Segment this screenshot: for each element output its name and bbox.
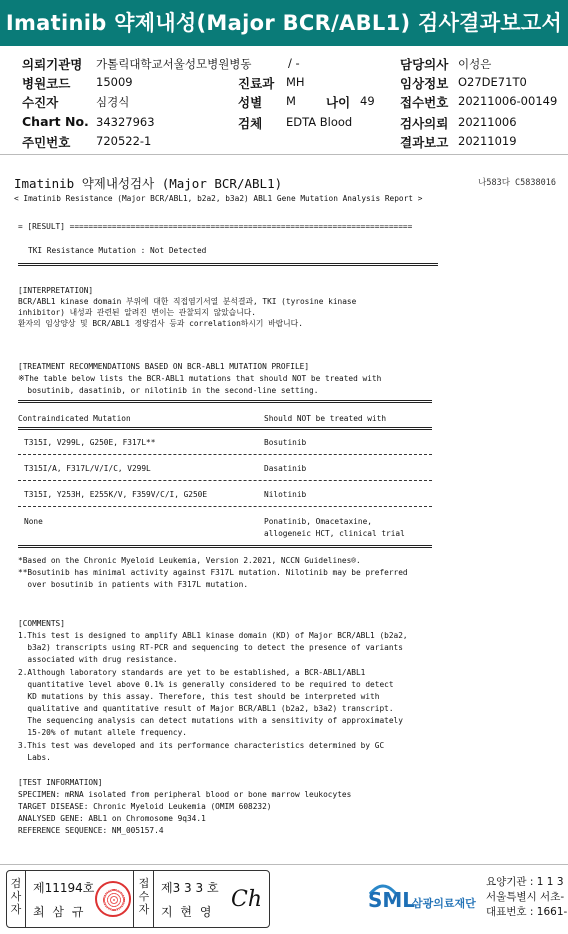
comment-line: qualitative and quantitative result of Major BCR/ABL1 (b2a2, b3a2) transcript. [18,704,394,713]
divider [25,871,26,927]
foundation-name: 삼광의료재단 [412,897,476,910]
signature-box [6,870,270,928]
address-line: 대표번호 : 1661- [486,906,568,918]
header-key: 수진자 [22,95,59,110]
comment-line: Labs. [18,753,51,762]
report-body [14,160,562,860]
table-header-mutation: Contraindicated Mutation [18,414,131,423]
divider [18,454,432,455]
comment-line: KD mutations by this assay. Therefore, this test should be interpreted with [18,692,380,701]
test-info-line: ANALYSED GENE: ABL1 on Chromosome 9q34.1 [18,814,206,823]
header-value: MH [286,75,305,89]
table-row: None [24,517,43,526]
test-info-line: TARGET DISEASE: Chronic Myeloid Leukemia (OMIM 608232) [18,802,272,811]
header-key: 검사의뢰 [400,116,449,131]
header-value: / - [288,56,300,70]
header-key: 진료과 [238,76,275,91]
divider [18,400,432,403]
receiver-label: 접수자 [138,877,150,916]
header-key: 성별 [238,95,263,110]
report-subtitle: < Imatinib Resistance (Major BCR/ABL1, b2a2, b3a2) ABL1 Gene Mutation Analysis Report > [14,194,423,203]
header-value: 34327963 [96,115,155,129]
comments-header: [COMMENTS] [18,619,65,628]
tester-name: 최 삼 규 [33,905,86,919]
header-key: 주민번호 [22,135,71,150]
header-value: 가톨릭대학교서울성모병원병동 [96,57,252,71]
tester-license: 제11194호 [33,881,95,895]
header-key: 접수번호 [400,95,449,110]
comment-line: 1.This test is designed to amplify ABL1 kinase domain (KD) of Major BCR/ABL1 (b2a2, [18,631,408,640]
header-key: 검체 [238,116,263,131]
header-value: 49 [360,94,375,108]
report-banner-title: Imatinib 약제내성(Major BCR/ABL1) 검사결과보고서 [0,0,568,46]
table-cell: Dasatinib [264,464,307,473]
comment-line: b3a2) transcripts using RT-PCR and sequencing to detect the presence of variants [18,643,403,652]
address-line: 서울특별시 서초- [486,891,565,903]
header-key: Chart No. [22,114,89,129]
footer [0,866,568,934]
comment-line: 3.This test was developed and its performance characteristics determined by GC [18,741,385,750]
comment-line: 2.Although laboratory standards are yet to be established, a BCR-ABL1/ABL1 [18,668,366,677]
treatment-line: ※The table below lists the BCR-ABL1 mutations that should NOT be treated with [18,374,382,383]
footnote: *Based on the Chronic Myeloid Leukemia, Version 2.2021, NCCN Guidelines®. [18,556,361,565]
table-cell: Bosutinib [264,438,307,447]
patient-header [0,52,568,152]
test-info-line: SPECIMEN: mRNA isolated from peripheral blood or bone marrow leukocytes [18,790,352,799]
header-value: EDTA Blood [286,115,353,129]
header-value: O27DE71T0 [458,75,527,89]
interpretation-header: [INTERPRETATION] [18,286,94,295]
table-header-drug: Should NOT be treated with [264,414,387,423]
logo-text: SML [368,888,416,912]
footer-divider [0,864,568,865]
header-value: 720522-1 [96,134,152,148]
divider [133,871,134,927]
header-value: 20211019 [458,134,517,148]
official-seal-icon [95,881,131,917]
comment-line: The sequencing analysis can detect mutations with a sensitivity of approximately [18,716,403,725]
table-cell: Ponatinib, Omacetaxine, [264,517,372,526]
comment-line: 15-20% of mutant allele frequency. [18,728,187,737]
divider [153,871,154,927]
header-key: 임상정보 [400,76,449,91]
table-row: T315I, V299L, G250E, F317L** [24,438,156,447]
header-value: 20211006-00149 [458,94,558,108]
interpretation-line: inhibitor) 내성과 관련된 알려진 변이는 관찰되지 않았습니다. [18,308,256,317]
table-row: T315I, Y253H, E255K/V, F359V/C/I, G250E [24,490,208,499]
header-key: 병원코드 [22,76,71,91]
test-info-header: [TEST INFORMATION] [18,778,103,787]
sml-logo [366,880,476,910]
comment-line: quantitative level above 0.1% is generally considered to be required to detect [18,680,394,689]
report-title: Imatinib 약제내성검사 (Major BCR/ABL1) [14,176,283,191]
signature: Ch [231,887,263,912]
comment-line: associated with drug resistance. [18,655,178,664]
header-value: 15009 [96,75,133,89]
header-key: 의뢰기관명 [22,57,83,72]
result-text: TKI Resistance Mutation : Not Detected [28,246,207,255]
interpretation-line: BCR/ABL1 kinase domain 부위에 대한 직접염기서열 분석결과, TKI (tyrosine kinase [18,297,357,306]
test-info-line: REFERENCE SEQUENCE: NM_005157.4 [18,826,164,835]
divider [18,506,432,507]
table-row: T315I/A, F317L/V/I/C, V299L [24,464,151,473]
divider [18,263,438,266]
header-key: 담당의사 [400,57,449,72]
table-cell: allogeneic HCT, clinical trial [264,529,405,538]
header-value: M [286,94,296,108]
header-value: 20211006 [458,115,517,129]
footnote: **Bosutinib has minimal activity against F317L mutation. Nilotinib may be preferred [18,568,408,577]
tester-label: 검사자 [10,877,22,916]
divider [18,480,432,481]
table-cell: Nilotinib [264,490,307,499]
result-header: = [RESULT] ========================================================================= [18,222,413,231]
footnote: over bosutinib in patients with F317L mutation. [18,580,249,589]
treatment-line: bosutinib, dasatinib, or nilotinib in the second-line setting. [18,386,319,395]
interpretation-line: 환자의 임상양상 및 BCR/ABL1 정량검사 등과 correlation하시기 바랍니다. [18,319,303,328]
document-id: 나583다 C5838016 [478,178,556,188]
receiver-license: 제3 3 3 호 [161,881,219,895]
receiver-name: 지 현 영 [161,905,214,919]
address-line: 요양기관 : 1 1 3 [486,876,564,888]
header-value: 이성은 [458,57,492,71]
footer-address [486,874,568,919]
header-divider [0,154,568,155]
divider [18,427,432,430]
header-value: 심경식 [96,95,130,109]
treatment-header: [TREATMENT RECOMMENDATIONS BASED ON BCR-ABL1 MUTATION PROFILE] [18,362,310,371]
header-key: 결과보고 [400,135,449,150]
divider [18,545,432,548]
header-key: 나이 [326,95,351,110]
